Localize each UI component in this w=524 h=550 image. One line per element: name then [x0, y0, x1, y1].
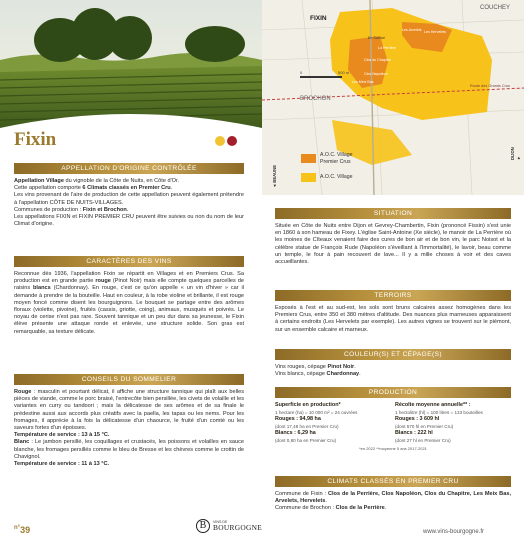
- page-title: Fixin: [14, 129, 57, 150]
- situation-section: [275, 208, 511, 266]
- cli-brochon-bold: Clos de la Perrière: [335, 505, 385, 512]
- bourgogne-logo: [196, 519, 262, 533]
- map-climat-label: Les Hervelets: [424, 30, 446, 34]
- map-climat-label: Les Arvelets: [402, 28, 422, 32]
- production-right: [395, 402, 511, 444]
- map-climat-label: Clos du Chapitre: [364, 58, 391, 62]
- caracteres-section: [14, 256, 244, 336]
- aoc-l4-bold: Fixin et Brochon: [82, 206, 127, 213]
- legend-label: A.O.C. Village Premier Crus: [320, 152, 353, 165]
- aoc-l1-bold: Appellation Village: [14, 178, 64, 184]
- car-post: (Chardonnay). En rouge, c'est ce qu'on appelle « un vin d'hiver » car il demande à prendre de la bouteille. Haut en couleur, à la robe violine et brillante, il est rouge moyen foncé comme disent les bourguignons. Le bouquet se partage entre des arômes floraux (violette, pivoine), fruités (cassis, griotte, coing), animaux, musqués et poivrés. Le noyau de cerise n'est pas rare. Souvent tannique et un peu dur dans sa jeunesse, le Fixin élève présente une attaque ronde et enlevée, une structure solide. Son gras est remarquable, sa texture délicate.: [14, 285, 244, 335]
- prod-right-rouges: Rouges : 3 609 hl: [395, 416, 440, 422]
- map-legend: [301, 152, 371, 189]
- aoc-text: [14, 178, 244, 228]
- aoc-l2-post: .: [170, 185, 173, 192]
- couleurs-section: [275, 349, 511, 378]
- climats-section: [275, 476, 511, 513]
- terroirs-heading: TERROIRS: [275, 290, 511, 301]
- cli-brochon-pre: Commune de Brochon :: [275, 505, 336, 512]
- aoc-l4-post: .: [126, 206, 129, 213]
- map-town-brochon: BROCHON: [300, 96, 331, 102]
- map-road-beaune: ◄ BEAUNE: [272, 165, 277, 188]
- terroirs-section: [275, 290, 511, 334]
- production-grid: [275, 402, 511, 444]
- col-b-cepage: Chardonnay: [326, 371, 360, 378]
- sommelier-heading: CONSEILS DU SOMMELIER: [14, 374, 244, 385]
- production-left: [275, 402, 391, 444]
- prod-left-rouges-sub: (dont 17,48 ha en Premier Cru): [275, 424, 339, 429]
- map-road-dijon: DIJON ►: [510, 147, 521, 160]
- legend-item: [301, 152, 371, 166]
- col-r-cepage: Pinot Noir: [327, 364, 355, 370]
- prod-right-rouges-sub: (dont 570 hl en Premier Cru): [395, 424, 454, 429]
- logo-monogram: B: [196, 519, 210, 533]
- map-climat-label: En Suchot: [368, 36, 385, 40]
- som-blanc-label: Blanc: [14, 439, 30, 446]
- sommelier-section: [14, 374, 244, 468]
- page-number-prefix: n°: [14, 525, 21, 531]
- prod-right-conv: 1 hectolitre (hl) = 100 litres = 133 bouteilles: [395, 410, 483, 415]
- white-wine-icon: [215, 136, 225, 146]
- prod-left-title: Superficie en production*: [275, 402, 341, 408]
- map-climat-label: Les Meix Bas: [352, 80, 374, 84]
- col-b-bold: Vins blancs: [275, 371, 304, 378]
- cli-brochon-post: .: [384, 505, 387, 512]
- car-blancs: blancs: [33, 285, 51, 292]
- climats-text: [275, 491, 511, 513]
- prod-right-blancs-sub: (dont 27 hl en Premier Cru): [395, 438, 451, 443]
- col-r-bold: Vins rouges: [275, 364, 305, 370]
- caracteres-heading: CARACTÈRES DES VINS: [14, 256, 244, 267]
- climats-heading: CLIMATS CLASSÉS EN PREMIER CRU: [275, 476, 511, 487]
- caracteres-text: [14, 271, 244, 336]
- logo-line2: BOURGOGNE: [213, 523, 263, 533]
- som-blanc-text: : Le jambon persillé, les coquillages et crustacés, les poissons et volailles en sauce blanche, les fromages persillés comme le bleu de Bresse et les chèvres comme le crottin de Chavignol.: [14, 439, 244, 460]
- red-wine-icon: [227, 136, 237, 146]
- prod-left-conv: 1 hectare (ha) = 10 000 m² = 24 ouvrées: [275, 410, 358, 415]
- map-climat-label: La Perrière: [378, 46, 396, 50]
- page-number: [14, 525, 30, 537]
- map-road-label: Route des Grands Crus: [470, 84, 510, 88]
- legend-swatch: [301, 173, 316, 182]
- production-note: *en 2022 **moyenne 5 ans 2017-2021: [359, 446, 427, 451]
- aoc-l2-bold: 6 Climats classés en Premier Cru: [82, 185, 171, 192]
- map-scale-bar: [300, 76, 342, 78]
- terroirs-text: Exposés à l'est et au sud-est, les sols sont bruns calcaires assez homogènes dans les Premiers Crus, entre 350 et 380 mètres d'altitude. Des nuances plus marneuses apparaissent à certains endroits (Les Hervelets par exemple). Les autres vignes se trouvent sur le piémont, sur un ensemble calcaire et marneux.: [275, 305, 511, 333]
- car-rouge: rouge: [95, 278, 111, 285]
- car-mid: (Pinot Noir) mais elle compte quelques parcelles de raisins: [14, 278, 244, 292]
- som-temp2: Température de service : 11 à 13 °C.: [14, 461, 110, 468]
- couleurs-text: Vins rouges, cépage Pinot Noir. Vins blancs, cépage Chardonnay.: [275, 364, 361, 378]
- aoc-l4-pre: Communes de production :: [14, 206, 83, 213]
- aoc-l3: Les vins provenant de l'aire de production de cette appellation peuvent également prétendre à l'appellation CÔTE DE NUITS-VILLAGES.: [14, 192, 244, 206]
- logo-line1: VINS DE: [213, 519, 228, 524]
- cli-fixin-post: .: [325, 498, 327, 505]
- aoc-heading: APPELLATION D'ORIGINE CONTRÔLÉE: [14, 163, 244, 174]
- cli-fixin-pre: Commune de Fixin :: [275, 491, 328, 497]
- som-temp1: Température de service : 13 à 15 °C.: [14, 432, 110, 439]
- aoc-section: [14, 163, 244, 228]
- prod-left-rouges: Rouges : 94,98 ha: [275, 416, 321, 422]
- aoc-l2-pre: Cette appellation comporte: [14, 185, 83, 192]
- map-scale-500: 500 m: [338, 70, 350, 75]
- aoc-l1-rest: du vignoble de la Côte de Nuits, en Côte d'Or.: [63, 178, 180, 184]
- sommelier-text: [14, 389, 244, 468]
- map-climat-label: Clos Napoléon: [364, 72, 388, 76]
- som-rouge-text: : masculin et pourtant délicat, il affiche une structure tannique qui plaît aux belles pièces de viande, comme le porc braisé, l'entrecôte bien persillée, les civets de volaille et les variantes en curry ou tandoori ; mais la délicatesse de ses arômes et de sa finale le prédestine aussi aux accords plus créatifs avec la paella, les tapas ou les nems. Pour les fromages, il apprécie à la fois la délicatesse d'un chaource, le fruité d'un comté ou les saveurs fortes d'un époisses.: [14, 389, 244, 432]
- map-town-couchey: COUCHEY: [480, 5, 511, 11]
- legend-item: [301, 173, 371, 182]
- map-town-fixin: FIXIN: [310, 15, 327, 22]
- aoc-l5: Les appellations FIXIN et FIXIN PREMIER CRU peuvent être suivies ou non du nom de leur Climat d'origine.: [14, 214, 244, 228]
- prod-left-blancs-sub: (dont 0,80 ha en Premier Cru): [275, 438, 337, 443]
- legend-swatch: [301, 154, 316, 163]
- situation-text: Située en Côte de Nuits entre Dijon et Gevrey-Chambertin, Fixin (prononcé Fissin) s'est unie en 1860 à son hameau de Fixey. L'église Saint-Antoine (Xe siècle), le manoir de La Perrière où les moines de Cîteaux venaient faire des cures de bon air et de bon vin, le parc Noisot et la célèbre statue de François Rude (Napoléon s'éveillant à l'Immortalité), le lavoir, beau comme un temple, le four à pain recouvert de lave... Il y a mille choses à voir et des caves accueillantes.: [275, 223, 511, 266]
- legend-label: A.O.C. Village: [320, 173, 353, 180]
- wine-color-dots: [213, 136, 237, 149]
- col-b-rest: , cépage: [303, 371, 327, 378]
- col-r-rest: , cépage: [304, 364, 328, 370]
- vineyard-photo: [0, 0, 262, 128]
- som-rouge-label: Rouge: [14, 389, 32, 395]
- cli-fixin-bold: Clos de la Perrière, Clos Napoléon, Clos du Chapitre, Les Meix Bas, Arvelets, Hervelets: [275, 491, 511, 505]
- car-pre: Reconnue dès 1936, l'appellation Fixin se répartit en Villages et en Premiers Crus. Sa production est en grande partie: [14, 271, 244, 285]
- footer-url[interactable]: www.vins-bourgogne.fr: [423, 529, 485, 535]
- couleurs-heading: COULEUR(S) ET CÉPAGE(S): [275, 349, 511, 360]
- page-number-value: 39: [20, 525, 31, 535]
- situation-heading: SITUATION: [275, 208, 511, 219]
- prod-left-blancs: Blancs : 6,29 ha: [275, 430, 316, 436]
- production-section: [275, 387, 511, 451]
- prod-right-title: Récolte moyenne annuelle** :: [395, 402, 471, 408]
- map-scale-zero: 0: [300, 70, 303, 75]
- prod-right-blancs: Blancs : 222 hl: [395, 430, 433, 436]
- production-heading: PRODUCTION: [275, 387, 511, 398]
